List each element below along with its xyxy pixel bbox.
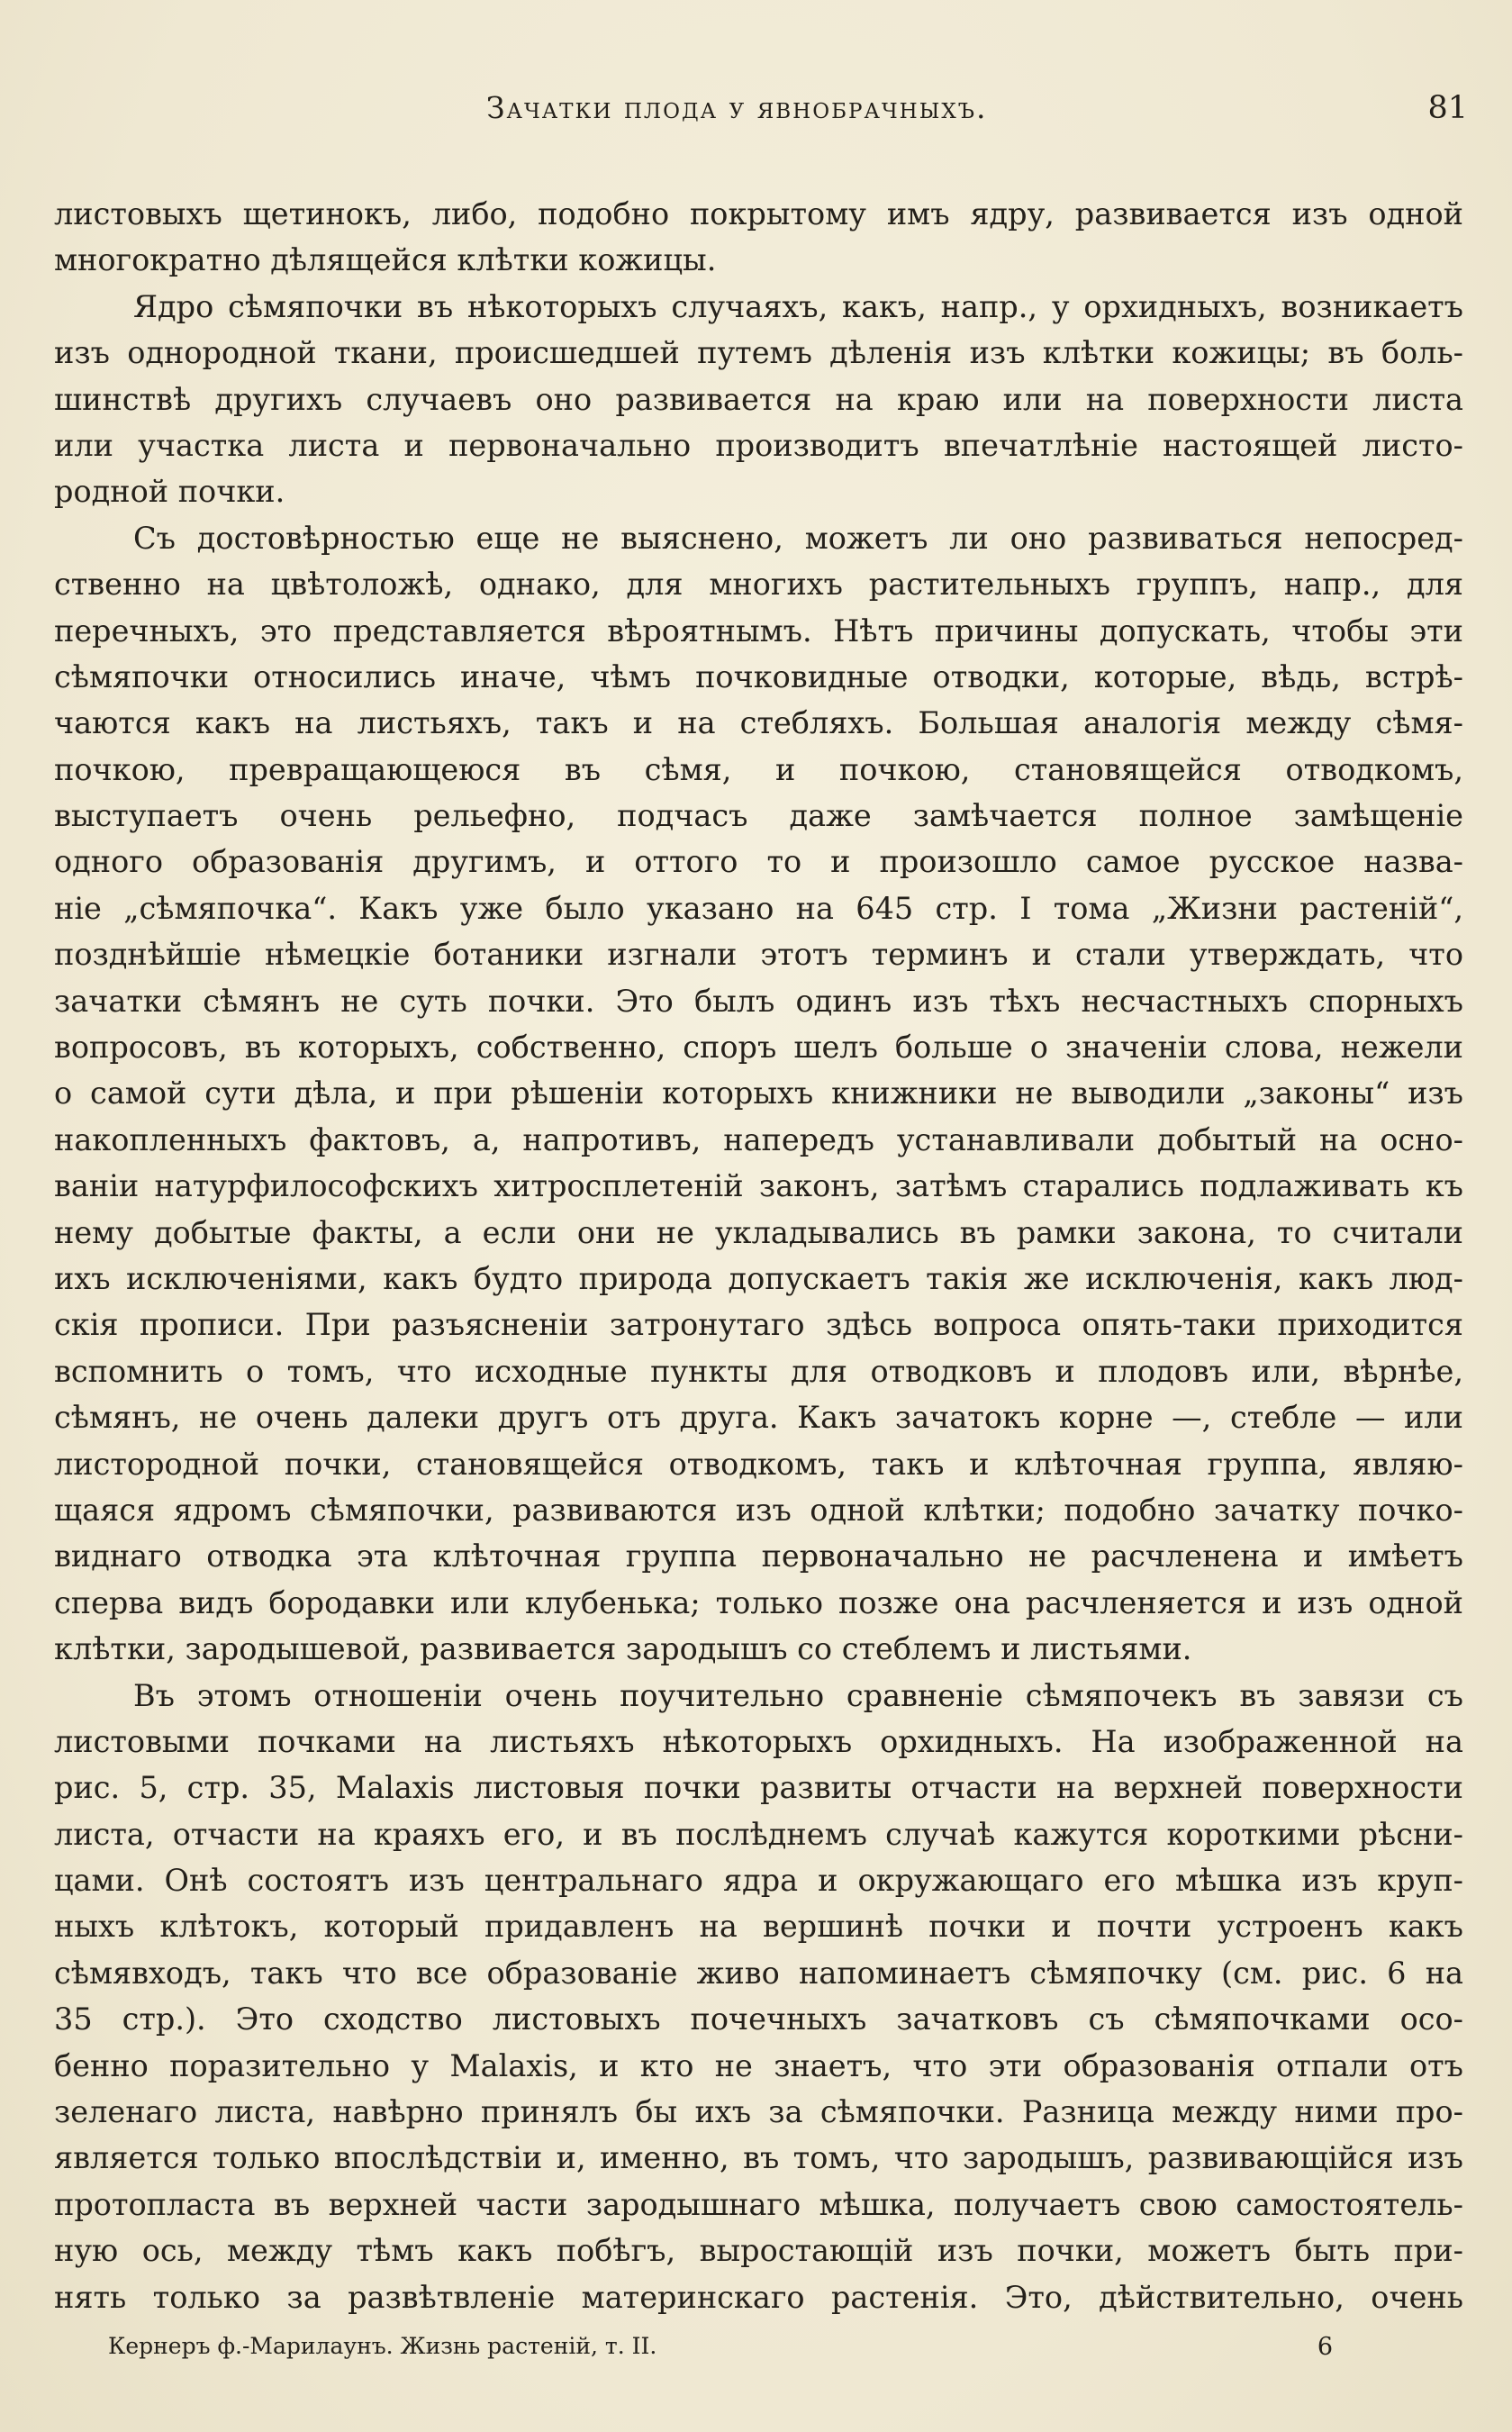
text-line: или участка листа и первоначально производитъ впечатлѣніе настоящей листо- (54, 427, 1463, 463)
text-line: ихъ исключеніями, какъ будто природа допускаетъ такія же исключенія, какъ люд- (54, 1260, 1463, 1296)
text-line: бенно поразительно у Malaxis, и кто не знаетъ, что эти образованія отпали отъ (54, 2047, 1463, 2083)
text-line: многократно дѣлящейся клѣтки кожицы. (54, 242, 717, 278)
text-line: Въ этомъ отношеніи очень поучительно сравненіе сѣмяпочекъ въ завязи съ (133, 1677, 1463, 1713)
text-line: цами. Онѣ состоятъ изъ центральнаго ядра и окружающаго его мѣшка изъ круп- (54, 1863, 1463, 1899)
text-line: родной почки. (54, 474, 285, 510)
text-line: сѣмявходъ, такъ что все образованіе живо напоминаетъ сѣмяпочку (см. рис. 6 на (54, 1955, 1463, 1991)
text-line: ную ось, между тѣмъ какъ побѣгъ, выростающій изъ почки, можетъ быть при- (54, 2233, 1463, 2269)
text-line: сперва видъ бородавки или клубенька; только позже она расчленяется и изъ одной (54, 1584, 1463, 1620)
footer-note: Кернеръ ф.-Марилаунъ. Жизнь растеній, т. II. (108, 2333, 657, 2359)
text-line: одного образованія другимъ, и оттого то и произошло самое русское назва- (54, 844, 1463, 880)
running-title: Зачатки плода у явнобрачныхъ. (486, 90, 988, 125)
text-line: зачатки сѣмянъ не суть почки. Это былъ одинъ изъ тѣхъ несчастныхъ спорныхъ (54, 983, 1463, 1019)
text-line: клѣтки, зародышевой, развивается зародышъ со стеблемъ и листьями. (54, 1631, 1192, 1667)
text-line: ваніи натурфилософскихъ хитросплетеній законъ, затѣмъ старались подлаживать къ (54, 1168, 1463, 1204)
text-line: листа, отчасти на краяхъ его, и въ послѣднемъ случаѣ кажутся короткими рѣсни- (54, 1816, 1463, 1852)
text-line: листовыхъ щетинокъ, либо, подобно покрытому имъ ядру, развивается изъ одной (54, 196, 1463, 231)
page-number: 81 (1427, 90, 1468, 126)
text-line: зеленаго листа, навѣрно принялъ бы ихъ за сѣмяпочки. Разница между ними про- (54, 2094, 1463, 2130)
text-line: чаются какъ на листьяхъ, такъ и на стебляхъ. Большая аналогія между сѣмя- (54, 705, 1463, 741)
text-line: Съ достовѣрностью еще не выяснено, можетъ ли оно развиваться непосред- (133, 520, 1463, 556)
text-line: ніе „сѣмяпочка“. Какъ уже было указано на 645 стр. I тома „Жизни растеній“, (54, 890, 1463, 926)
text-line: вспомнить о томъ, что исходные пункты для отводковъ и плодовъ или, вѣрнѣе, (54, 1353, 1463, 1389)
text-line: 35 стр.). Это сходство листовыхъ почечныхъ зачатковъ съ сѣмяпочками осо- (54, 2001, 1463, 2037)
text-line: листородной почки, становящейся отводкомъ, такъ и клѣточная группа, являю- (54, 1446, 1463, 1482)
text-line: изъ однородной ткани, происшедшей путемъ дѣленія изъ клѣтки кожицы; въ боль- (54, 335, 1463, 371)
page-footer (108, 2333, 1333, 2369)
text-line: нему добытые факты, а если они не укладывались въ рамки закона, то считали (54, 1214, 1463, 1250)
text-line: позднѣйшіе нѣмецкіе ботаники изгнали этотъ терминъ и стали утверждать, что (54, 937, 1463, 973)
text-line: накопленныхъ фактовъ, а, напротивъ, напередъ устанавливали добытый на осно- (54, 1121, 1463, 1157)
text-line: скія прописи. При разъясненіи затронутаго здѣсь вопроса опять-таки приходится (54, 1307, 1463, 1343)
text-line: вопросовъ, въ которыхъ, собственно, споръ шелъ больше о значеніи слова, нежели (54, 1030, 1463, 1066)
text-line: рис. 5, стр. 35, Malaxis листовыя почки развиты отчасти на верхней поверхности (54, 1770, 1463, 1806)
text-line: листовыми почками на листьяхъ нѣкоторыхъ орхидныхъ. На изображенной на (54, 1723, 1463, 1759)
text-line: шинствѣ другихъ случаевъ оно развивается на краю или на поверхности листа (54, 381, 1463, 417)
text-line: сѣмянъ, не очень далеки другъ отъ друга. Какъ зачатокъ корне —, стебле — или (54, 1400, 1463, 1436)
text-line: сѣмяпочки относились иначе, чѣмъ почковидные отводки, которые, вѣдь, встрѣ- (54, 658, 1463, 694)
text-line: ныхъ клѣтокъ, который придавленъ на вершинѣ почки и почти устроенъ какъ (54, 1909, 1463, 1945)
body-text (54, 191, 1463, 2320)
text-line: нять только за развѣтвленіе материнскаго растенія. Это, дѣйствительно, очень (54, 2279, 1463, 2315)
text-line: щаяся ядромъ сѣмяпочки, развиваются изъ одной клѣтки; подобно зачатку почко- (54, 1492, 1463, 1528)
text-line: виднаго отводка эта клѣточная группа первоначально не расчленена и имѣетъ (54, 1538, 1463, 1574)
text-line: ственно на цвѣтоложѣ, однако, для многихъ растительныхъ группъ, напр., для (54, 567, 1463, 603)
text-line: протопласта въ верхней части зародышнаго мѣшка, получаетъ свою самостоятель- (54, 2186, 1463, 2222)
text-line: является только впослѣдствіи и, именно, въ томъ, что зародышъ, развивающійся изъ (54, 2140, 1463, 2176)
text-line: почкою, превращающеюся въ сѣмя, и почкою, становящейся отводкомъ, (54, 751, 1463, 787)
text-line: выступаетъ очень рельефно, подчасъ даже замѣчается полное замѣщеніе (54, 798, 1463, 834)
signature-mark: 6 (1317, 2333, 1333, 2361)
text-line: о самой сути дѣла, и при рѣшеніи которыхъ книжники не выводили „законы“ изъ (54, 1075, 1463, 1112)
text-line: перечныхъ, это представляется вѣроятнымъ. Нѣтъ причины допускать, чтобы эти (54, 613, 1463, 649)
page-header (486, 90, 1468, 135)
text-line: Ядро сѣмяпочки въ нѣкоторыхъ случаяхъ, какъ, напр., у орхидныхъ, возникаетъ (133, 288, 1463, 324)
